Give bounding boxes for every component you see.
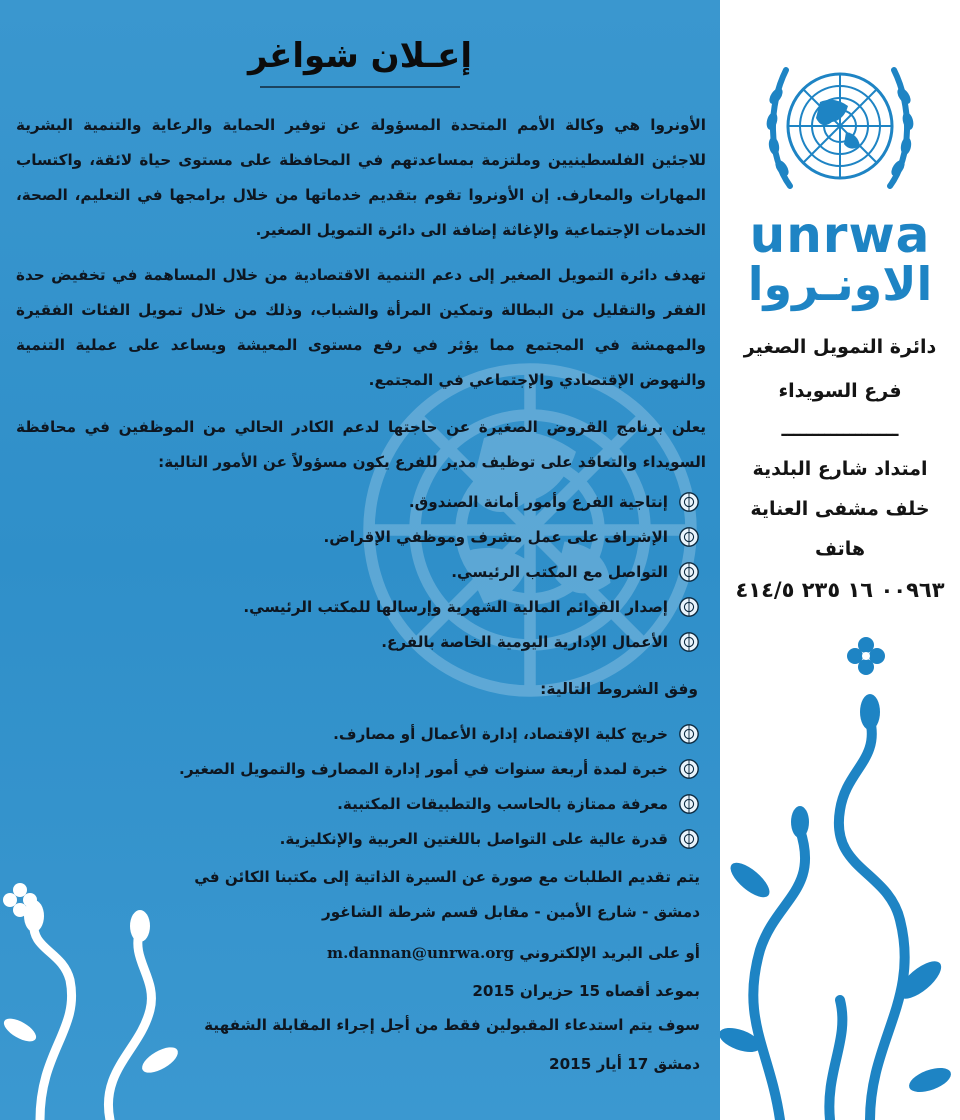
office-address: دمشق - شارع الأمين - مقابل قسم شرطة الشاغور — [322, 903, 700, 921]
un-emblem-bullet-icon — [678, 491, 700, 513]
list-item — [40, 519, 700, 554]
un-emblem-bullet-icon — [678, 631, 700, 653]
conditions-list — [40, 716, 700, 856]
address-line-2: خلف مشفى العناية — [750, 498, 930, 520]
list-item — [40, 624, 700, 659]
list-item — [40, 484, 700, 519]
branch-name: فرع السويداء — [778, 380, 902, 402]
list-item — [40, 751, 700, 786]
apply-instructions: يتم تقديم الطلبات مع صورة عن السيرة الذاتية إلى مكتبنا الكائن في — [194, 868, 700, 886]
un-emblem-bullet-icon — [678, 828, 700, 850]
duty-text: إنتاجية الفرع وأمور أمانة الصندوق. — [408, 492, 668, 511]
email-line — [327, 944, 700, 962]
list-item — [40, 716, 700, 751]
page-title: إعـلان شواغر — [248, 36, 472, 76]
email-link[interactable]: m.dannan@unrwa.org — [327, 944, 515, 962]
intro-paragraph: الأونروا هي وكالة الأمم المتحدة المسؤولة عن توفير الحماية والرعاية والتنمية البشرية للاجئين الفلسطينيين وملتزمة بمساعدتهم في المحافظة على مستوى حياة لائقة، واكتساب المهارات والمعارف. إن الأونروا تقوم بتقديم خدماتها من خلال برامجها في التعليم، الصحة، الخدمات الإجتماعية والإغاثة إضافة الى دائرة التمويل الصغير. — [16, 116, 706, 239]
un-emblem-bullet-icon — [678, 758, 700, 780]
condition-text: قدرة عالية على التواصل باللغتين العربية والإنكليزية. — [279, 829, 668, 848]
un-emblem-bullet-icon — [678, 793, 700, 815]
un-emblem-bullet-icon — [678, 561, 700, 583]
address-line-1: امتداد شارع البلدية — [752, 458, 928, 480]
condition-text: خبرة لمدة أربعة سنوات في أمور إدارة المصارف والتمويل الصغير. — [179, 759, 668, 778]
brand-name-arabic: الاونـروا — [747, 257, 933, 311]
duty-text: إصدار القوائم المالية الشهرية وإرسالها للمكتب الرئيسي. — [243, 597, 668, 616]
separator-line: ـــــــــــــــــــ — [781, 420, 899, 441]
brand-name-latin: unrwa — [749, 206, 931, 264]
goal-paragraph: تهدف دائرة التمويل الصغير إلى دعم التنمية الاقتصادية من خلال المساهمة في تخفيض حدة الفقر والتقليل من البطالة وتمكين المرأة والشباب، وذلك من خلال تمويل الفئات الفقيرة والمهمشة في المجتمع مما يؤثر في رفع مستوى المعيشة ويساعد على عملية التنمية والنهوض الإقتصادي والإجتماعي في المجتمع. — [16, 266, 706, 389]
un-emblem-bullet-icon — [678, 526, 700, 548]
un-emblem-bullet-icon — [678, 596, 700, 618]
floral-ornament-icon — [720, 620, 960, 1120]
phone-label: هاتف — [814, 538, 866, 560]
list-item — [40, 554, 700, 589]
date-line: دمشق 17 أيار 2015 — [549, 1055, 700, 1073]
duty-text: التواصل مع المكتب الرئيسي. — [451, 562, 668, 581]
list-item — [40, 589, 700, 624]
condition-text: خريج كلية الإقتصاد، إدارة الأعمال أو مصارف. — [333, 724, 668, 743]
department-name: دائرة التمويل الصغير — [743, 336, 937, 358]
sidebar — [720, 0, 960, 1120]
list-item — [40, 786, 700, 821]
duty-text: الأعمال الإدارية اليومية الخاصة بالفرع. — [381, 632, 668, 651]
conditions-heading: وفق الشروط التالية: — [540, 680, 698, 698]
un-emblem-bullet-icon — [678, 723, 700, 745]
interview-note: سوف يتم استدعاء المقبولين فقط من أجل إجراء المقابلة الشفهية — [204, 1016, 700, 1034]
floral-ornament-icon — [0, 860, 220, 1120]
duty-text: الإشراف على عمل مشرف وموظفي الإقراض. — [323, 527, 668, 546]
deadline: بموعد أقصاه 15 حزيران 2015 — [472, 982, 700, 1000]
duties-list — [40, 484, 700, 659]
announcement-paragraph: يعلن برنامج القروض الصغيرة عن حاجتها لدعم الكادر الحالي من الموظفين في محافظة السويداء والتعاقد على توظيف مدير للفرع يكون مسؤولاً عن الأمور التالية: — [16, 418, 706, 471]
un-emblem-logo-icon — [750, 46, 930, 216]
phone-number: ٠٠٩٦٣ ١٦ ٢٣٥ ٤١٤/٥ — [735, 578, 945, 602]
condition-text: معرفة ممتازة بالحاسب والتطبيقات المكتبية. — [337, 794, 668, 813]
title-underline — [260, 86, 460, 88]
email-label: أو على البريد الإلكتروني — [519, 944, 700, 962]
list-item — [40, 821, 700, 856]
